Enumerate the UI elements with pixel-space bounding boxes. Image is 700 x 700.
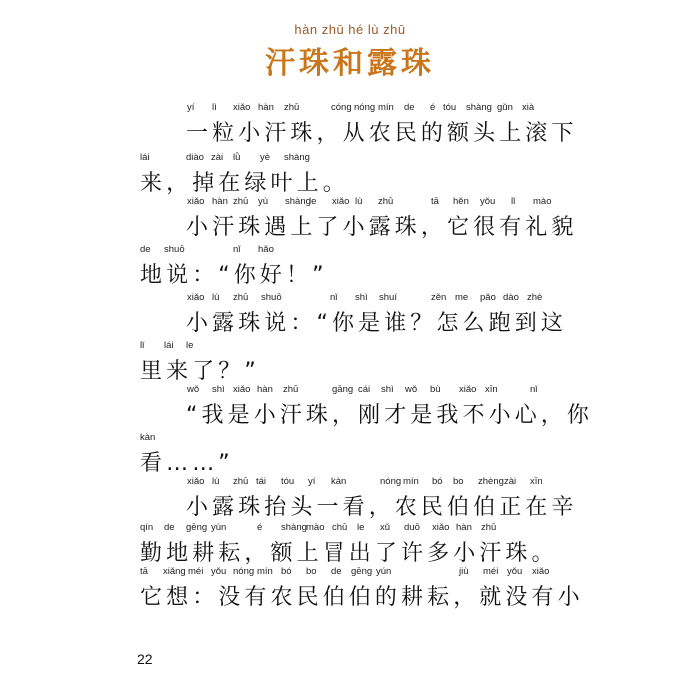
chinese-text: 它想：没有农民伯伯的耕耘，就没有小 (140, 585, 584, 610)
pinyin-syllable: le (186, 340, 194, 351)
pinyin-syllable: zhū (233, 292, 249, 303)
pinyin-syllable: zài (504, 476, 517, 487)
pinyin-syllable: xiǎo (532, 566, 550, 577)
pinyin-syllable: cái (358, 384, 371, 395)
pinyin-syllable: de (331, 566, 342, 577)
pinyin-syllable: mín (378, 102, 394, 113)
pinyin-syllable: yí (308, 476, 316, 487)
pinyin-syllable: xiǎo (332, 196, 350, 207)
pinyin-syllable: hěn (453, 196, 469, 207)
pinyin-syllable: xiǎo (187, 476, 205, 487)
pinyin-syllable: lǐ (140, 340, 145, 351)
pinyin-syllable: zhū (481, 522, 497, 533)
pinyin-syllable: gēng (351, 566, 373, 577)
pinyin-syllable: tóu (443, 102, 457, 113)
pinyin-syllable: zhèng (478, 476, 504, 487)
title-pinyin: hàn zhū hé lù zhū (294, 22, 406, 37)
pinyin-syllable: é (257, 522, 263, 533)
pinyin-syllable: nóng (233, 566, 255, 577)
pinyin-syllable: yí (187, 102, 195, 113)
pinyin-syllable: méi (483, 566, 499, 577)
pinyin-syllable: shuō (164, 244, 185, 255)
pinyin-syllable: zhū (283, 384, 299, 395)
pinyin-syllable: kàn (140, 432, 156, 443)
pinyin-syllable: lù (212, 476, 220, 487)
pinyin-syllable: shì (355, 292, 368, 303)
pinyin-syllable: xiǎo (187, 196, 205, 207)
pinyin-syllable: xiǎo (233, 384, 251, 395)
pinyin-syllable: shàng (466, 102, 492, 113)
pinyin-syllable: pǎo (480, 292, 496, 303)
pinyin-syllable: xià (522, 102, 535, 113)
page-number: 22 (137, 651, 153, 667)
pinyin-syllable: wǒ (187, 384, 200, 395)
pinyin-syllable: xiǎo (432, 522, 450, 533)
pinyin-syllable: gēng (186, 522, 208, 533)
pinyin-syllable: xiǎo (459, 384, 477, 395)
pinyin-syllable: mín (257, 566, 273, 577)
pinyin-syllable: nóng (354, 102, 376, 113)
pinyin-syllable: mào (306, 522, 325, 533)
pinyin-syllable: chū (332, 522, 348, 533)
pinyin-syllable: le (357, 522, 365, 533)
pinyin-syllable: zhū (378, 196, 394, 207)
pinyin-syllable: cóng (331, 102, 352, 113)
pinyin-syllable: xiǎo (233, 102, 251, 113)
pinyin-syllable: lù (355, 196, 363, 207)
pinyin-syllable: bó (432, 476, 443, 487)
pinyin-syllable: zhè (527, 292, 543, 303)
pinyin-syllable: diào (186, 152, 204, 163)
chinese-text: 一粒小汗珠，从农民的额头上滚下 (186, 121, 578, 146)
pinyin-syllable: shàng (285, 196, 311, 207)
chinese-text: 小汗珠遇上了小露珠，它很有礼貌 (186, 215, 578, 240)
pinyin-syllable: nǐ (330, 292, 338, 303)
pinyin-syllable: gāng (332, 384, 354, 395)
pinyin-syllable: yún (376, 566, 392, 577)
pinyin-syllable: wǒ (405, 384, 418, 395)
pinyin-syllable: lù (212, 292, 220, 303)
chinese-text: 勤地耕耘，额上冒出了许多小汗珠。 (140, 541, 558, 566)
pinyin-syllable: lái (140, 152, 150, 163)
pinyin-syllable: shì (212, 384, 225, 395)
pinyin-syllable: yǒu (480, 196, 496, 207)
lesson-title: 汗珠和露珠 (265, 46, 435, 81)
chinese-text: 小露珠说：“你是谁？怎么跑到这 (186, 311, 567, 336)
pinyin-syllable: hàn (456, 522, 472, 533)
pinyin-syllable: de (404, 102, 415, 113)
pinyin-syllable: zài (211, 152, 224, 163)
pinyin-syllable: tā (140, 566, 148, 577)
pinyin-syllable: de (164, 522, 175, 533)
pinyin-syllable: hàn (257, 384, 273, 395)
chinese-text: 地说：“你好！” (140, 263, 328, 288)
pinyin-syllable: xiǎng (163, 566, 186, 577)
pinyin-syllable: nóng (380, 476, 402, 487)
pinyin-syllable: méi (188, 566, 204, 577)
pinyin-syllable: me (455, 292, 469, 303)
pinyin-syllable: bù (430, 384, 441, 395)
pinyin-syllable: lì (212, 102, 217, 113)
chinese-text: 里来了？” (140, 359, 260, 384)
pinyin-syllable: lái (164, 340, 174, 351)
pinyin-syllable: dào (503, 292, 519, 303)
pinyin-syllable: bo (306, 566, 317, 577)
pinyin-syllable: bo (453, 476, 464, 487)
pinyin-syllable: shuō (261, 292, 282, 303)
pinyin-syllable: lǐ (511, 196, 516, 207)
pinyin-syllable: de (140, 244, 151, 255)
pinyin-syllable: xīn (530, 476, 543, 487)
pinyin-syllable: nǐ (233, 244, 241, 255)
pinyin-syllable: xīn (485, 384, 498, 395)
pinyin-syllable: é (430, 102, 436, 113)
pinyin-syllable: zhū (284, 102, 300, 113)
pinyin-syllable: shàng (281, 522, 307, 533)
pinyin-syllable: yǒu (507, 566, 523, 577)
pinyin-syllable: duō (404, 522, 420, 533)
pinyin-syllable: qín (140, 522, 154, 533)
pinyin-syllable: shì (381, 384, 394, 395)
pinyin-syllable: mào (533, 196, 552, 207)
pinyin-syllable: jiù (459, 566, 469, 577)
pinyin-syllable: hǎo (258, 244, 274, 255)
pinyin-syllable: tā (431, 196, 439, 207)
chinese-text: 看……” (140, 451, 234, 476)
pinyin-syllable: gǔn (497, 102, 513, 113)
chinese-text: “我是小汗珠，刚才是我不小心，你 (186, 403, 593, 428)
pinyin-syllable: kàn (331, 476, 347, 487)
pinyin-syllable: mín (403, 476, 419, 487)
pinyin-syllable: yǒu (211, 566, 227, 577)
pinyin-syllable: yè (260, 152, 271, 163)
pinyin-syllable: tái (256, 476, 267, 487)
pinyin-syllable: yún (211, 522, 227, 533)
pinyin-syllable: zěn (431, 292, 447, 303)
pinyin-syllable: le (309, 196, 317, 207)
pinyin-syllable: shuí (379, 292, 397, 303)
chinese-text: 小露珠抬头一看，农民伯伯正在辛 (186, 495, 578, 520)
pinyin-syllable: tóu (281, 476, 295, 487)
pinyin-syllable: lǜ (233, 152, 241, 163)
pinyin-syllable: shàng (284, 152, 310, 163)
pinyin-syllable: hàn (258, 102, 274, 113)
pinyin-syllable: hàn (212, 196, 228, 207)
pinyin-syllable: zhū (233, 196, 249, 207)
text-line (0, 566, 700, 626)
pinyin-syllable: xǔ (380, 522, 391, 533)
pinyin-syllable: nǐ (530, 384, 538, 395)
pinyin-syllable: yù (258, 196, 269, 207)
pinyin-syllable: bó (281, 566, 292, 577)
pinyin-syllable: zhū (233, 476, 249, 487)
pinyin-syllable: xiǎo (187, 292, 205, 303)
chinese-text: 来，掉在绿叶上。 (140, 171, 349, 196)
